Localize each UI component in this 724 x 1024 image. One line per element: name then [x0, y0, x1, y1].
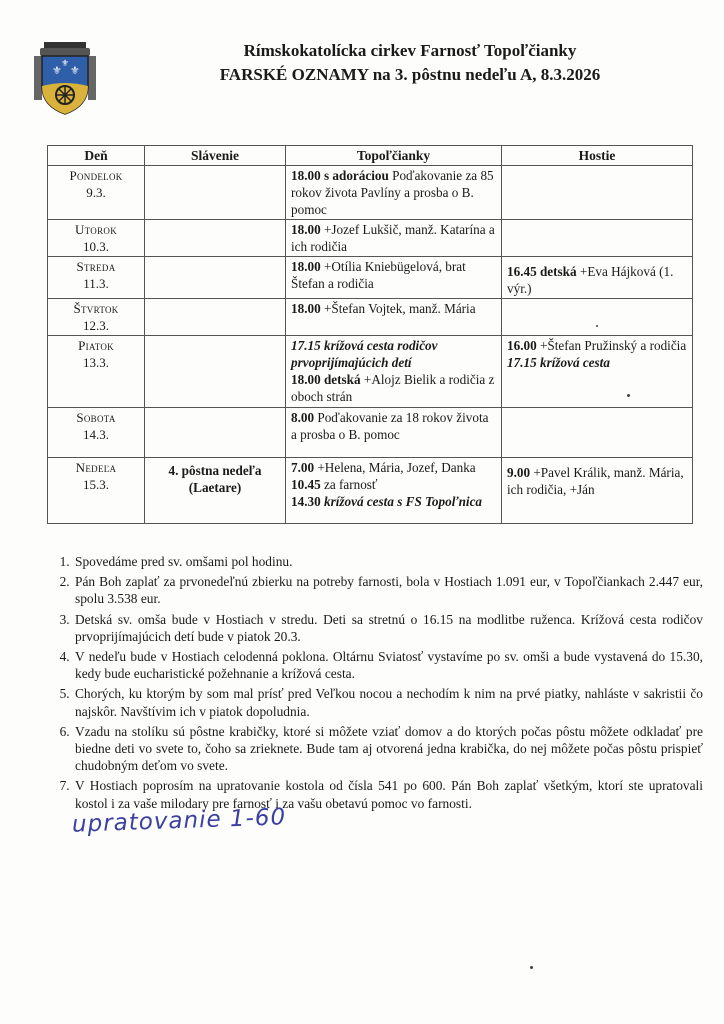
column-header-celebration: Slávenie: [145, 146, 286, 166]
hostie-cell: [502, 299, 693, 336]
day-date: 10.3.: [83, 239, 109, 254]
list-item: 6. Vzadu na stolíku sú pôstne krabičky, ktoré si môžete vziať domov a do ktorých počas pôstu môžete odkladať pre biedne deti vo svete to, čoho sa zrieknete. Bude tam aj otvorená jedna krabička, do nej môžete počas pôstu prispieť chudobným deťom vo svete.: [73, 723, 703, 775]
celebration-cell: [145, 220, 286, 257]
day-name: Štvrtok: [73, 301, 119, 316]
celebration-cell: [145, 257, 286, 299]
table-header-row: [48, 146, 693, 166]
celebration-cell: [145, 408, 286, 458]
scan-speck: [627, 394, 630, 397]
column-header-day: Deň: [48, 146, 145, 166]
entry-text: +Alojz Bielik a rodičia z oboch strán: [291, 372, 495, 404]
day-cell: [48, 336, 145, 408]
day-name: Pondelok: [69, 168, 123, 183]
list-item: 3. Detská sv. omša bude v Hostiach v stredu. Deti sa stretnú o 16.15 na modlitbe ruženca. Krížová cesta rodičov prvoprijímajúcich detí bude v piatok 20.3.: [73, 611, 703, 645]
day-cell: [48, 299, 145, 336]
schedule-entry: [291, 371, 496, 405]
schedule-entry: [291, 337, 496, 371]
column-header-topolcianky: Topoľčianky: [286, 146, 502, 166]
schedule-entry: [507, 464, 687, 498]
table-row: [48, 408, 693, 458]
hostie-cell: [502, 458, 693, 524]
day-name: Utorok: [74, 222, 118, 237]
schedule-entry: [291, 258, 496, 292]
celebration-cell: [145, 336, 286, 408]
schedule-entry: [291, 300, 496, 317]
parish-title: Rímskokatolícka cirkev Farnosť Topoľčianky: [243, 41, 577, 60]
entry-text: 18.00: [291, 301, 321, 316]
topolcianky-cell: [286, 166, 502, 220]
celebration-cell: [145, 166, 286, 220]
svg-text:⚜: ⚜: [52, 64, 62, 77]
entry-text: +Helena, Mária, Jozef, Danka: [314, 460, 476, 475]
scan-speck: [530, 966, 533, 969]
day-name: Streda: [76, 259, 116, 274]
schedule-entry: [291, 493, 496, 510]
list-item: 2. Pán Boh zaplať za prvonedeľnú zbierku na potreby farnosti, bola v Hostiach 1.091 eur, v Topoľčiankach 2.447 eur, spolu 3.538 eur.: [73, 573, 703, 607]
page-header: [120, 40, 700, 86]
entry-text: +Eva Hájková (1. výr.): [507, 264, 674, 296]
entry-text: 9.00: [507, 465, 531, 480]
celebration-cell: 4. pôstna nedeľa (Laetare): [145, 458, 286, 524]
entry-text: 14.30: [291, 494, 321, 509]
schedule-entry: [291, 459, 496, 476]
topolcianky-cell: [286, 220, 502, 257]
entry-text: +Jozef Lukšič, manž. Katarína a ich rodičia: [291, 222, 495, 254]
handwritten-note: upratovanie 1-60: [71, 804, 287, 838]
schedule-entry: [291, 409, 496, 443]
day-date: 9.3.: [86, 185, 106, 200]
entry-text: 16.45 detská: [507, 264, 577, 279]
entry-text: +Štefan Pružinský a rodičia: [536, 338, 687, 353]
table-row: [48, 458, 693, 524]
day-name: Sobota: [76, 410, 116, 425]
hostie-cell: [502, 166, 693, 220]
entry-text: 18.00 s adoráciou: [291, 168, 389, 183]
day-cell: [48, 220, 145, 257]
hostie-cell: [502, 336, 693, 408]
entry-text: +Pavel Králik, manž. Mária, ich rodičia, +Ján: [507, 465, 684, 497]
hostie-cell: [502, 408, 693, 458]
entry-text: Poďakovanie za 85 rokov života Pavlíny a prosba o B. pomoc: [291, 168, 494, 217]
entry-text: Poďakovanie za 18 rokov života a prosba o B. pomoc: [291, 410, 489, 442]
schedule-entry: [291, 167, 496, 218]
schedule-entry: [507, 337, 687, 354]
announcements-list: [46, 553, 703, 815]
entry-text: 17.15 krížová cesta: [507, 355, 610, 370]
table-row: [48, 257, 693, 299]
day-cell: [48, 458, 145, 524]
day-date: 11.3.: [83, 276, 109, 291]
table-row: [48, 299, 693, 336]
entry-text: 16.00: [507, 338, 537, 353]
entry-text: 7.00: [291, 460, 315, 475]
hostie-cell: [502, 220, 693, 257]
day-cell: [48, 166, 145, 220]
schedule-entry: [291, 476, 496, 493]
list-item: 1. Spovedáme pred sv. omšami pol hodinu.: [73, 553, 703, 570]
entry-text: +Otília Kniebügelová, brat Štefan a rodičia: [291, 259, 466, 291]
schedule-entry: [507, 354, 687, 371]
svg-text:⚜: ⚜: [70, 64, 80, 77]
scan-speck: [596, 325, 598, 327]
day-name: Nedeľa: [75, 460, 117, 475]
table-row: [48, 166, 693, 220]
entry-text: za farnosť: [320, 477, 378, 492]
day-cell: [48, 257, 145, 299]
entry-text: 18.00 detská: [291, 372, 361, 387]
list-item: 4. V nedeľu bude v Hostiach celodenná poklona. Oltárnu Sviatosť vystavíme po sv. omši a bude vystavená do 15.30, kedy bude eucharistické požehnanie a krížová cesta.: [73, 648, 703, 682]
schedule-entry: [507, 263, 687, 297]
entry-text: +Štefan Vojtek, manž. Mária: [320, 301, 476, 316]
entry-text: 10.45: [291, 477, 321, 492]
svg-text:⚜: ⚜: [61, 59, 70, 69]
day-name: Piatok: [78, 338, 114, 353]
entry-text: 18.00: [291, 259, 321, 274]
list-item: 7. V Hostiach poprosím na upratovanie kostola od čísla 541 po 600. Pán Boh zaplať všetkým, ktorí ste upratovali kostol i za vaše milodary pre farnosť i za vašu obetavú pomoc vo farnosti.: [73, 777, 703, 811]
day-cell: [48, 408, 145, 458]
entry-text: 18.00: [291, 222, 321, 237]
list-item: 5. Chorých, ku ktorým by som mal prísť pred Veľkou nocou a nechodím k nim na prvé piatky, nahláste v sakristii čo najskôr. Navštívim ich v piatok dopoludnia.: [73, 685, 703, 719]
day-date: 15.3.: [83, 477, 109, 492]
entry-text: 8.00: [291, 410, 315, 425]
hostie-cell: [502, 257, 693, 299]
table-row: [48, 220, 693, 257]
column-header-hostie: Hostie: [502, 146, 693, 166]
day-date: 13.3.: [83, 355, 109, 370]
table-row: [48, 336, 693, 408]
topolcianky-cell: [286, 408, 502, 458]
topolcianky-cell: [286, 336, 502, 408]
announcements-title: FARSKÉ OZNAMY na 3. pôstnu nedeľu A, 8.3.2026: [219, 65, 601, 84]
entry-text: krížová cesta s FS Topoľnica: [320, 494, 483, 509]
day-date: 12.3.: [83, 318, 109, 333]
topolcianky-cell: [286, 257, 502, 299]
mass-schedule-table: [47, 145, 693, 524]
topolcianky-cell: [286, 458, 502, 524]
day-date: 14.3.: [83, 427, 109, 442]
celebration-cell: [145, 299, 286, 336]
parish-crest-logo: [30, 40, 100, 118]
entry-text: 17.15 krížová cesta rodičov prvoprijímajúcich detí: [291, 338, 438, 370]
schedule-entry: [291, 221, 496, 255]
topolcianky-cell: [286, 299, 502, 336]
